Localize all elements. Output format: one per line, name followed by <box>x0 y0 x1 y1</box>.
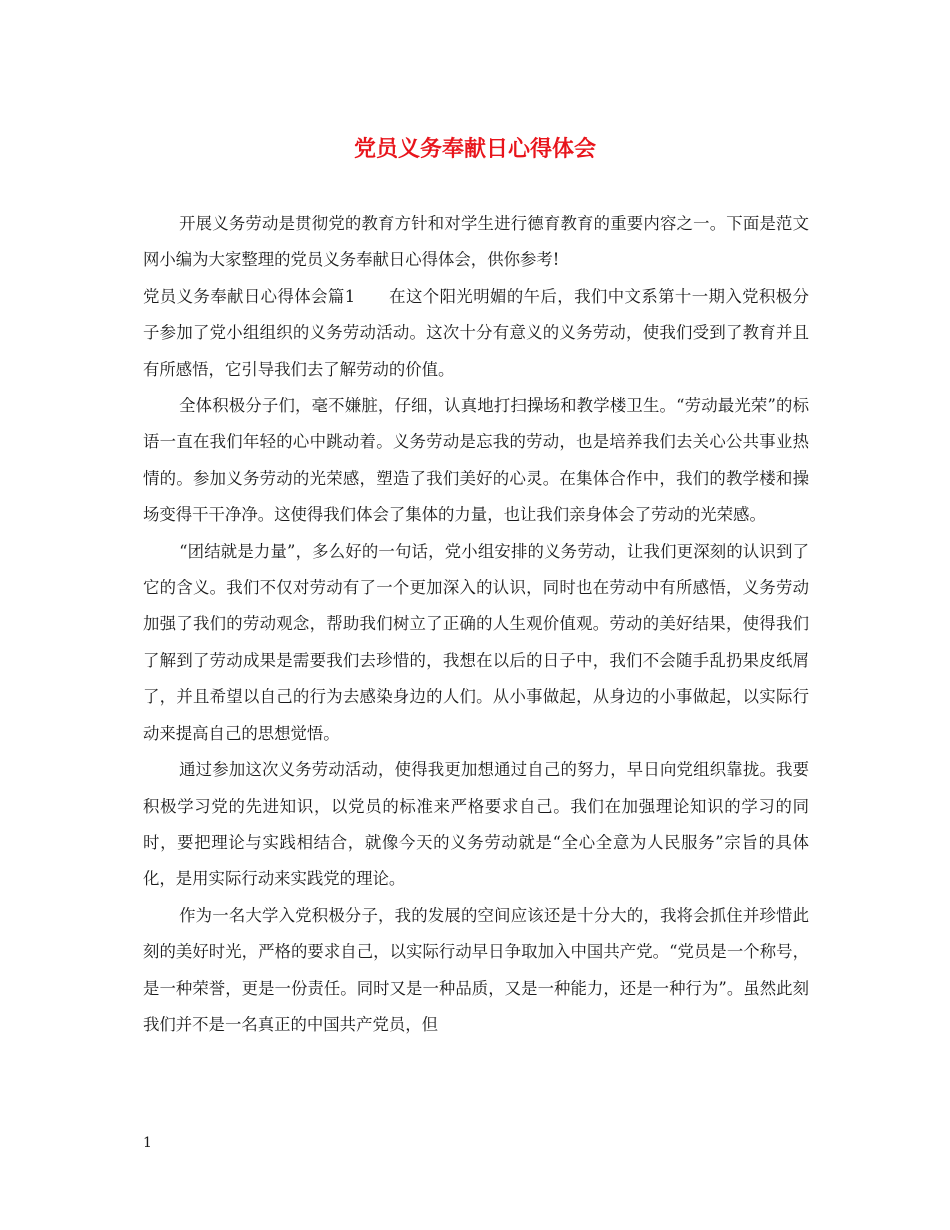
intro-paragraph: 开展义务劳动是贯彻党的教育方针和对学生进行德育教育的重要内容之一。下面是范文网小编为大家整理的党员义务奉献日心得体会，供你参考! <box>143 214 809 270</box>
body-paragraph: “团结就是力量”，多么好的一句话，党小组安排的义务劳动，让我们更深刻的认识到了它的含义。我们不仅对劳动有了一个更加深入的认识，同时也在劳动中有所感悟，义务劳动加强了我们的劳动观念，帮助我们树立了正确的人生观价值观。劳动的美好结果，使得我们了解到了劳动成果是需要我们去珍惜的，我想在以后的日子中，我们不会随手乱扔果皮纸屑了，并且希望以自己的行为去感染身边的人们。从小事做起，从身边的小事做起，以实际行动来提高自己的思想觉悟。 <box>143 541 809 743</box>
body-paragraph: 通过参加这次义务劳动活动，使得我更加想通过自己的努力，早日向党组织靠拢。我要积极学习党的先进知识，以党员的标准来严格要求自己。我们在加强理论知识的学习的同时，要把理论与实践相结合，就像今天的义务劳动就是“全心全意为人民服务”宗旨的具体化，是用实际行动来实践党的理论。 <box>143 760 809 889</box>
document-title: 党员义务奉献日心得体会 <box>353 136 596 162</box>
page-number: 1 <box>143 1135 152 1151</box>
body-paragraph: 全体积极分子们，毫不嫌脏，仔细，认真地打扫操场和教学楼卫生。“劳动最光荣”的标语一直在我们年轻的心中跳动着。义务劳动是忘我的劳动，也是培养我们去关心公共事业热情的。参加义务劳动的光荣感，塑造了我们美好的心灵。在集体合作中，我们的教学楼和操场变得干干净净。这使得我们体会了集体的力量，也让我们亲身体会了劳动的光荣感。 <box>143 396 809 525</box>
section-first-paragraph: 党员义务奉献日心得体会篇1 在这个阳光明媚的午后，我们中文系第十一期入党积极分子参加了党小组组织的义务劳动活动。这次十分有意义的义务劳动，使我们受到了教育并且有所感悟，它引导我们去了解劳动的价值。 <box>143 286 809 379</box>
body-paragraph: 作为一名大学入党积极分子，我的发展的空间应该还是十分大的，我将会抓住并珍惜此刻的美好时光，严格的要求自己，以实际行动早日争取加入中国共产党。“党员是一个称号，是一种荣誉，更是一份责任。同时又是一种品质，又是一种能力，还是一种行为”。虽然此刻我们并不是一名真正的中国共产党员，但 <box>143 905 809 1034</box>
document-body <box>143 206 809 1043</box>
